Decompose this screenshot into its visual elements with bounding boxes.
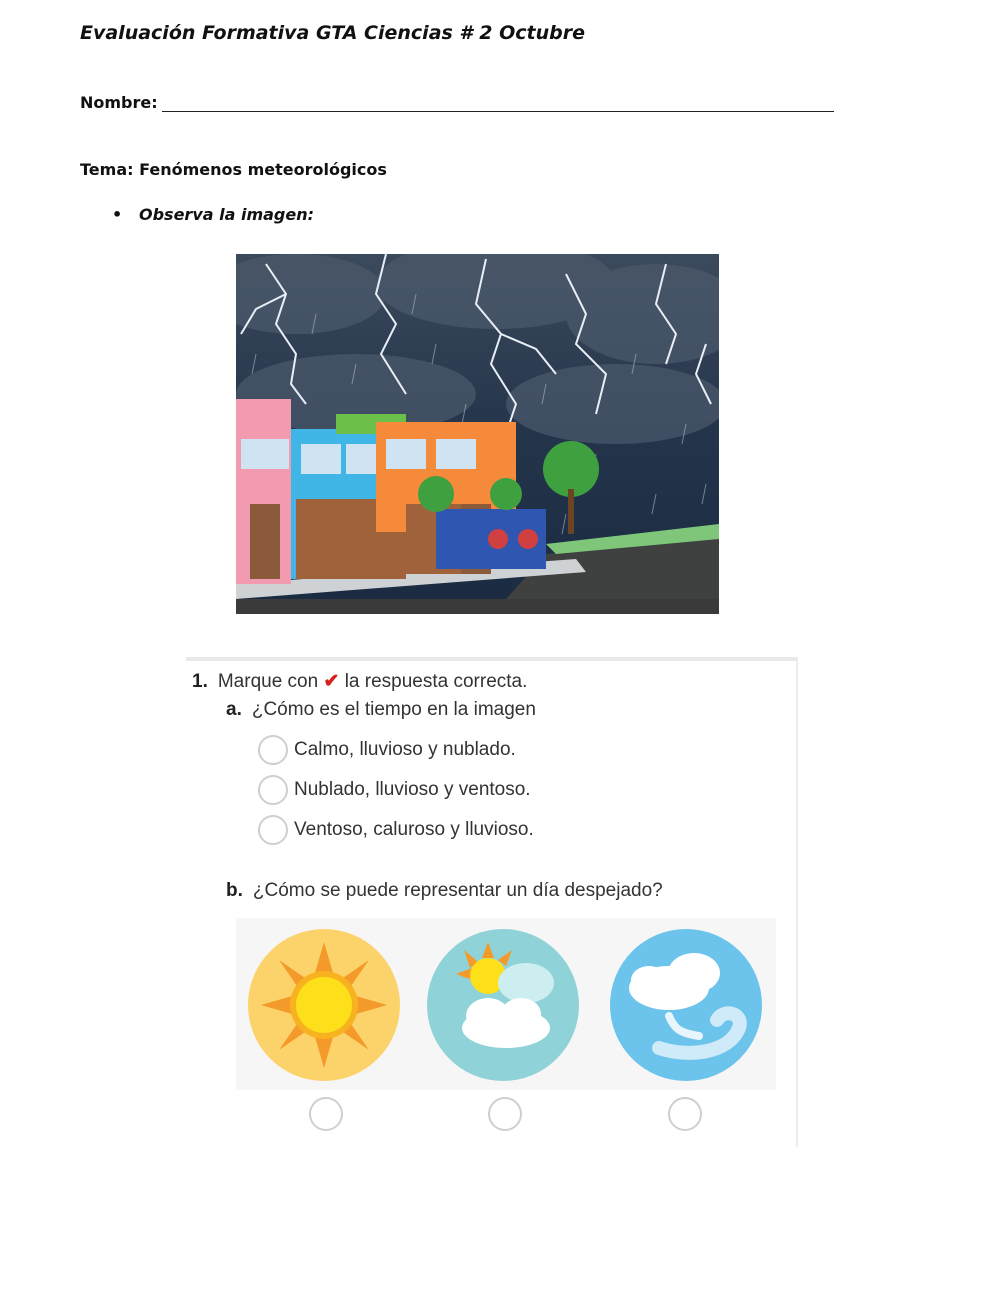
question-a [226,699,536,721]
instruction-text: Observa la imagen: [139,205,315,224]
storm-scene-illustration [236,254,719,614]
part-a-letter: a. [226,699,242,720]
option-radio[interactable] [258,775,288,805]
worksheet-title: Evaluación Formativa GTA Ciencias # 2 Octubre [80,22,585,44]
sun-icon [247,928,401,1082]
option-radio[interactable] [258,735,288,765]
prompt-text-before: Marque con [217,671,319,692]
prompt-text-after: la respuesta correcta. [344,671,528,692]
choice-radio-sun[interactable] [309,1097,343,1131]
bullet-icon: • [112,205,123,224]
option-label: Nublado, lluvioso y ventoso. [294,779,531,800]
question-number: 1. [192,671,208,692]
option-a1[interactable] [258,735,516,765]
check-mark-icon: ✔ [323,671,340,692]
instruction-bullet [112,205,314,224]
name-field-row [80,93,834,112]
name-input-line[interactable] [162,97,834,112]
part-a-question: ¿Cómo es el tiempo en la imagen [251,699,536,720]
name-label: Nombre: [80,93,158,112]
question-1-prompt [192,670,527,693]
wind-cloud-icon [609,928,763,1082]
option-label: Calmo, lluvioso y nublado. [294,739,516,760]
part-b-question: ¿Cómo se puede representar un día despejado? [252,880,663,901]
part-b-letter: b. [226,880,243,901]
option-a2[interactable] [258,775,531,805]
option-a3[interactable] [258,815,534,845]
sun-behind-cloud-icon [426,928,580,1082]
option-radio[interactable] [258,815,288,845]
topic-heading: Tema: Fenómenos meteorológicos [80,160,387,179]
option-label: Ventoso, caluroso y lluvioso. [294,819,534,840]
choice-radio-wind[interactable] [668,1097,702,1131]
choice-radio-sun-cloud[interactable] [488,1097,522,1131]
question-b [226,880,663,902]
